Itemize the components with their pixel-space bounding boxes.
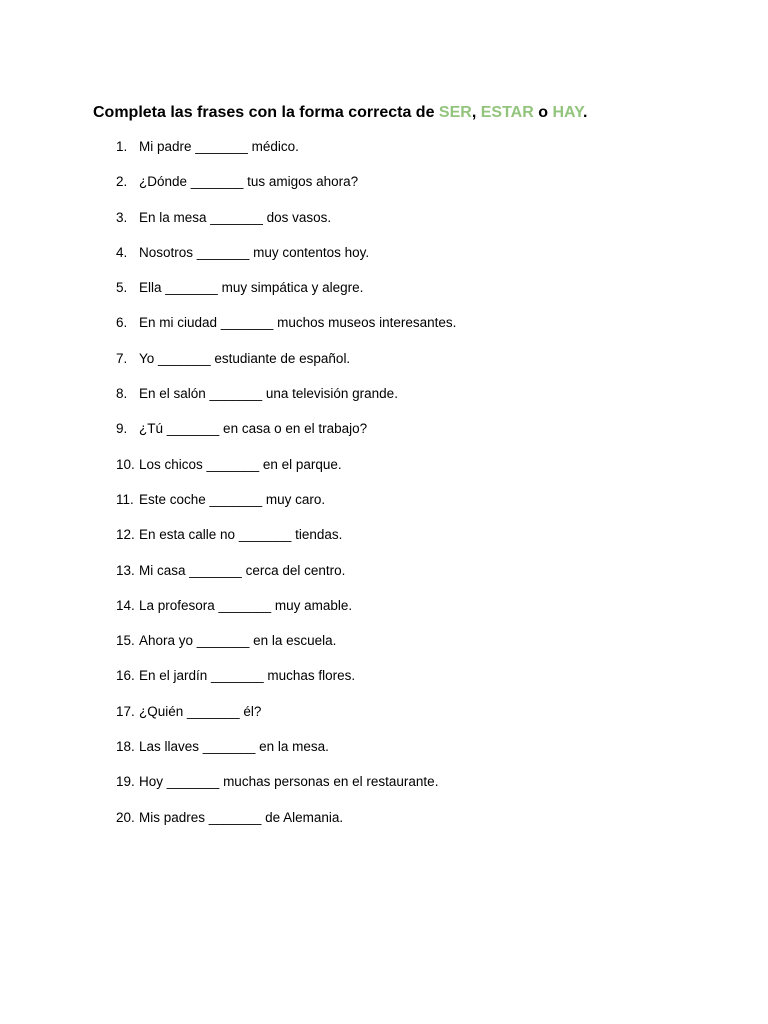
exercise-number: 7. [116, 350, 128, 366]
exercise-number: 4. [116, 244, 128, 260]
exercise-number: 6. [116, 315, 128, 331]
exercise-number: 9. [116, 421, 128, 437]
title-prefix: Completa las frases con la forma correcta de [93, 104, 439, 121]
exercise-sentence: Mi padre _______ médico. [139, 139, 299, 154]
exercise-number: 13. [116, 562, 135, 578]
title-suffix: . [582, 104, 588, 121]
exercise-sentence: Ella _______ muy simpática y alegre. [139, 280, 364, 296]
title-separator-2: o [533, 104, 553, 121]
title-separator-1: , [471, 104, 481, 121]
exercise-sentence: ¿Quién _______ él? [139, 703, 262, 719]
exercise-sentence: Este coche _______ muy caro. [139, 491, 326, 507]
exercise-number: 10. [116, 456, 135, 472]
exercise-sentence: Mis padres _______ de Alemania. [139, 809, 344, 825]
exercise-sentence: En el jardín _______ muchas flores. [139, 668, 356, 684]
exercise-sentence: En mi ciudad _______ muchos museos interesantes. [139, 315, 457, 331]
exercise-sentence: Nosotros _______ muy contentos hoy. [139, 244, 370, 260]
exercise-number: 18. [116, 739, 135, 755]
exercise-sentence: Mi casa _______ cerca del centro. [139, 562, 346, 578]
exercise-sentence: Las llaves _______ en la mesa. [139, 739, 329, 755]
exercise-sentence: En el salón _______ una televisión grande. [139, 386, 398, 402]
exercise-number: 19. [116, 774, 135, 790]
exercise-number: 12. [116, 527, 135, 543]
exercise-number: 5. [116, 280, 128, 296]
exercise-sentence: Hoy _______ muchas personas en el restaurante. [139, 774, 439, 790]
exercise-number: 15. [116, 633, 135, 649]
keyword-ser: SER [438, 104, 472, 121]
exercise-number: 11. [116, 491, 134, 507]
exercise-number: 2. [116, 174, 128, 190]
exercise-number: 8. [116, 386, 128, 402]
exercise-number: 20. [116, 809, 135, 825]
exercise-number: 16. [116, 668, 135, 684]
exercise-sentence: En la mesa _______ dos vasos. [139, 209, 332, 225]
exercise-sentence: ¿Tú _______ en casa o en el trabajo? [139, 421, 368, 437]
keyword-hay: HAY [552, 104, 583, 121]
exercise-sentence: ¿Dónde _______ tus amigos ahora? [139, 174, 359, 190]
worksheet-title [93, 103, 587, 123]
exercise-sentence: Ahora yo _______ en la escuela. [139, 633, 337, 649]
exercise-number: 1. [116, 139, 128, 154]
exercise-sentence: La profesora _______ muy amable. [139, 597, 353, 613]
exercise-sentence: Yo _______ estudiante de español. [139, 350, 351, 366]
exercise-number: 17. [116, 703, 135, 719]
exercise-number: 14. [116, 597, 135, 613]
exercise-sentence: En esta calle no _______ tiendas. [139, 527, 343, 543]
exercise-number: 3. [116, 209, 128, 225]
keyword-estar: ESTAR [480, 104, 534, 121]
exercise-sentence: Los chicos _______ en el parque. [139, 456, 342, 472]
